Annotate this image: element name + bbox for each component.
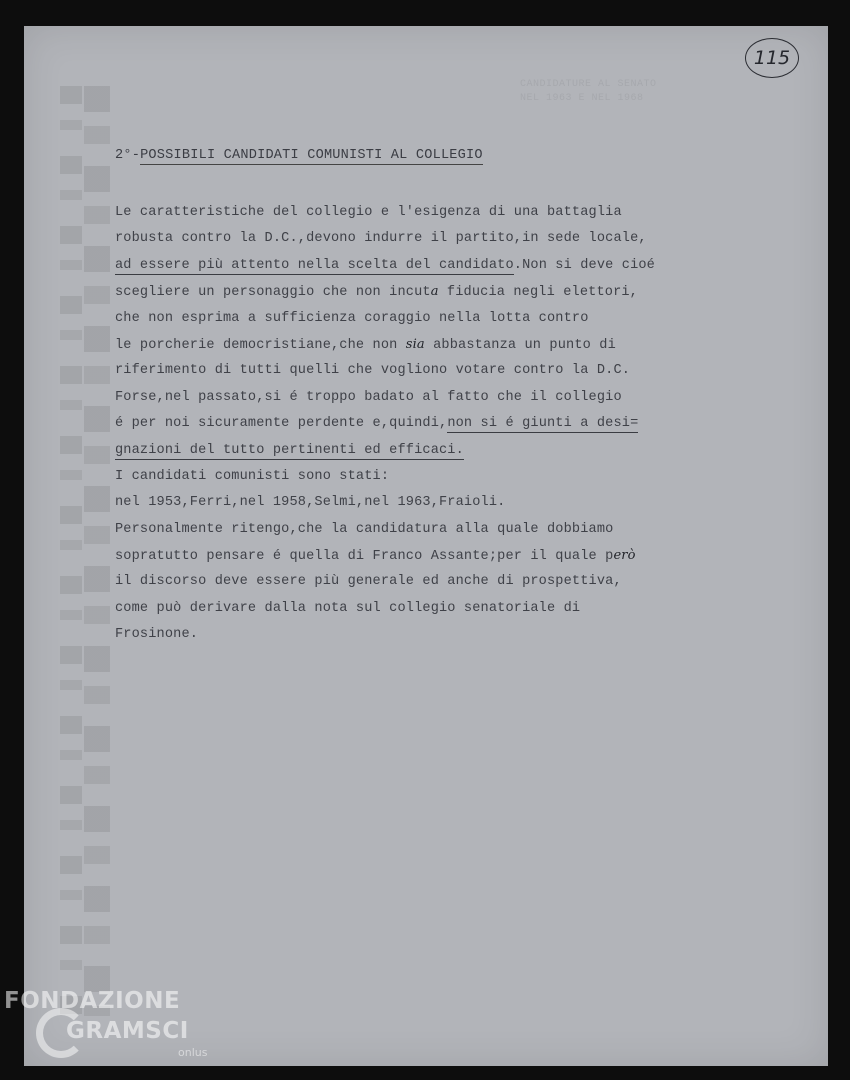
text-line: nel 1953,Ferri,nel 1958,Selmi,nel 1963,Fraioli. bbox=[115, 495, 506, 511]
text-line: robusta contro la D.C.,devono indurre il partito,in sede locale, bbox=[115, 231, 647, 247]
bleed-through-line: NEL 1963 E NEL 1968 bbox=[520, 93, 644, 104]
text-line: Personalmente ritengo,che la candidatura alla quale dobbiamo bbox=[115, 521, 614, 537]
text-line: il discorso deve essere più generale ed anche di prospettiva, bbox=[115, 574, 622, 590]
handwritten-correction: erò bbox=[613, 548, 636, 564]
handwritten-correction: a bbox=[430, 284, 439, 300]
handwritten-correction: sia bbox=[405, 336, 425, 352]
underlined-phrase: ad essere più attento nella scelta del candidato bbox=[115, 257, 514, 273]
text-line: I candidati comunisti sono stati: bbox=[115, 468, 390, 484]
text-line: Frosinone. bbox=[115, 627, 199, 643]
heading-title: POSSIBILI CANDIDATI COMUNISTI AL COLLEGIO bbox=[140, 148, 483, 163]
bleed-through-strip bbox=[60, 86, 82, 1016]
text-line: che non esprima a sufficienza coraggio nella lotta contro bbox=[115, 310, 589, 326]
text-line bbox=[115, 411, 815, 437]
page-number: 115 bbox=[753, 47, 791, 69]
text-line: Le caratteristiche del collegio e l'esigenza di una battaglia bbox=[115, 205, 622, 220]
fondazione-gramsci-watermark bbox=[4, 988, 224, 1078]
text-segment: abbastanza un punto di bbox=[424, 337, 616, 353]
text-line: come può derivare dalla nota sul collegio senatoriale di bbox=[115, 600, 581, 616]
logo-line-2: GRAMSCI bbox=[66, 1018, 189, 1044]
text-segment: scegliere un personaggio che non incut bbox=[115, 285, 431, 301]
logo-suffix: onlus bbox=[178, 1046, 208, 1059]
text-segment: sopratutto pensare é quella di Franco Assante;per il quale p bbox=[115, 549, 614, 565]
text-segment: é per noi sicuramente perdente e,quindi, bbox=[115, 416, 448, 432]
text-segment: le porcherie democristiane,che non bbox=[115, 337, 406, 353]
bleed-through-strip-secondary bbox=[84, 86, 110, 1016]
text-line bbox=[115, 253, 815, 279]
text-segment: fiducia negli elettori, bbox=[438, 285, 638, 301]
body-text bbox=[115, 200, 815, 649]
text-line bbox=[115, 543, 815, 569]
text-line bbox=[115, 332, 815, 358]
text-line bbox=[115, 438, 815, 464]
heading-prefix: 2°- bbox=[115, 148, 141, 163]
page-number-stamp bbox=[745, 38, 799, 78]
bleed-through-line: CANDIDATURE AL SENATO bbox=[520, 79, 657, 90]
section-heading bbox=[115, 148, 483, 163]
underlined-phrase: gnazioni del tutto pertinenti ed efficaci. bbox=[115, 442, 464, 458]
logo-line-1: FONDAZIONE bbox=[4, 988, 181, 1014]
text-line: riferimento di tutti quelli che vogliono votare contro la D.C. bbox=[115, 363, 631, 379]
text-segment: .Non si deve cioé bbox=[513, 257, 655, 273]
text-line: Forse,nel passato,si é troppo badato al fatto che il collegio bbox=[115, 389, 622, 405]
bleed-through-text bbox=[520, 78, 750, 106]
underlined-phrase: non si é giunti a desi= bbox=[447, 416, 639, 432]
text-line bbox=[115, 279, 815, 305]
